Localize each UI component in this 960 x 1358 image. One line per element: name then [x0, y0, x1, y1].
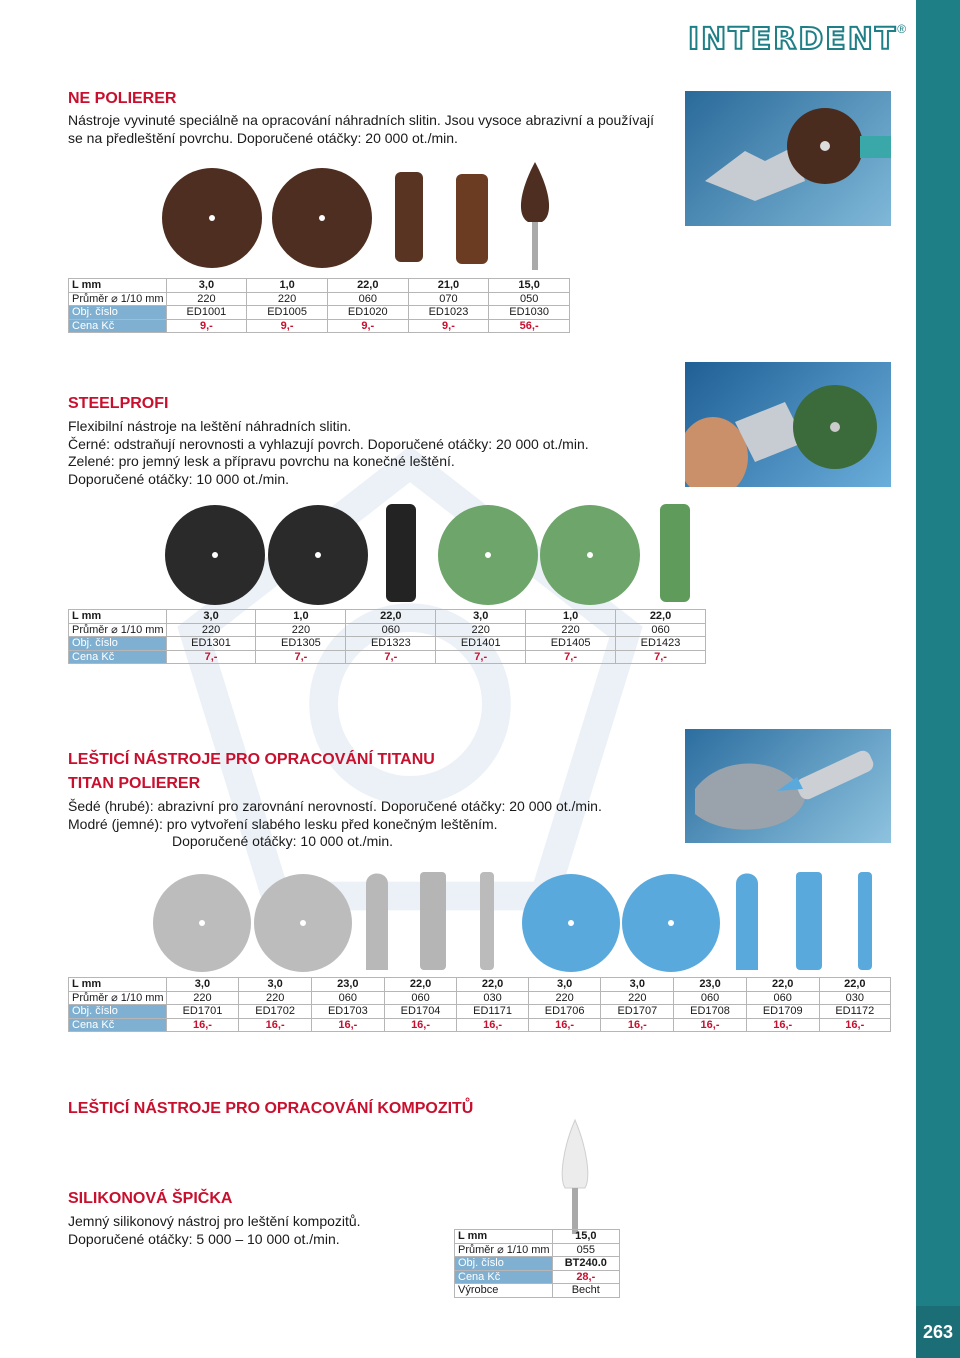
photo-illustration	[685, 91, 891, 226]
cell: 7,-	[616, 650, 706, 664]
section-title-ne-polierer: NE POLIERER	[68, 90, 177, 107]
product-cylinder-ed1172	[858, 872, 872, 970]
cell: ED1305	[256, 637, 346, 651]
label-order-number: Obj. číslo	[455, 1257, 553, 1271]
desc-line: Nástroje vyvinuté speciálně na opracování náhradních slitin. Jsou vysoce abrazivní a používají	[68, 112, 654, 128]
cell: 220	[526, 623, 616, 637]
cell: 070	[408, 292, 489, 306]
brand-logo-text: INTERDENT	[688, 22, 898, 57]
desc-line: Zelené: pro jemný lesk a přípravu povrchu na konečné leštění.	[68, 453, 455, 469]
cell: ED1707	[601, 1005, 674, 1019]
kompozit-table	[454, 1229, 620, 1298]
cell: 060	[346, 623, 436, 637]
ne-polierer-photo	[685, 91, 891, 226]
label-order-number: Obj. číslo	[69, 306, 167, 320]
cell: 220	[239, 991, 312, 1005]
cell: 060	[746, 991, 819, 1005]
cell: ED1423	[616, 637, 706, 651]
cell: ED1709	[746, 1005, 819, 1019]
cell: 060	[327, 292, 408, 306]
cell: 3,0	[166, 978, 239, 992]
titan-products	[148, 868, 888, 974]
cell: ED1001	[166, 306, 247, 320]
cell: 060	[674, 991, 747, 1005]
section-title-steelprofi: STEELPROFI	[68, 395, 169, 412]
cell: ED1020	[327, 306, 408, 320]
cell: 16,-	[674, 1018, 747, 1032]
registered-mark: ®	[897, 22, 907, 36]
label-l-mm: L mm	[455, 1230, 553, 1244]
cell: 3,0	[166, 610, 256, 624]
cell: 16,-	[528, 1018, 601, 1032]
cell: 7,-	[256, 650, 346, 664]
cell: 030	[819, 991, 890, 1005]
cell: 7,-	[166, 650, 256, 664]
cell: 28,-	[552, 1270, 619, 1284]
cell: ED1701	[166, 1005, 239, 1019]
desc-line: Doporučené otáčky: 10 000 ot./min.	[68, 470, 290, 487]
steelprofi-table	[68, 609, 706, 664]
cell: Becht	[552, 1284, 619, 1298]
label-maker: Výrobce	[455, 1284, 553, 1298]
cell: 220	[166, 991, 239, 1005]
section-subtitle-titan-polierer: TITAN POLIERER	[68, 775, 201, 792]
photo-illustration	[685, 362, 891, 487]
desc-line: Modré (jemné): pro vytvoření slabého lesku před konečným leštěním.	[68, 815, 498, 832]
cell: 22,0	[746, 978, 819, 992]
cell: 9,-	[166, 319, 247, 333]
desc-line: se na předleštění povrchu. Doporučené otáčky: 20 000 ot./min.	[68, 129, 458, 146]
label-order-number: Obj. číslo	[69, 1005, 167, 1019]
desc-line: Doporučené otáčky: 10 000 ot./min.	[172, 833, 394, 849]
kompozit-product	[555, 1118, 595, 1236]
brand-logo	[688, 22, 918, 56]
cell: 9,-	[247, 319, 328, 333]
cell: 16,-	[601, 1018, 674, 1032]
cell: 7,-	[346, 650, 436, 664]
cell: BT240.0	[552, 1257, 619, 1271]
cell: 1,0	[247, 279, 328, 293]
cell: 22,0	[346, 610, 436, 624]
label-l-mm: L mm	[69, 978, 167, 992]
cell: 030	[457, 991, 528, 1005]
label-price: Cena Kč	[69, 319, 167, 333]
cell: 23,0	[312, 978, 385, 992]
product-cylinder-ed1704	[420, 872, 446, 970]
cell: 9,-	[327, 319, 408, 333]
section-subtitle-silikonova-spicka: SILIKONOVÁ ŠPIČKA	[68, 1190, 233, 1207]
product-point-ed1708	[736, 874, 758, 971]
cell: 16,-	[166, 1018, 239, 1032]
cell: 16,-	[384, 1018, 457, 1032]
cell: 220	[166, 623, 256, 637]
cell: 060	[312, 991, 385, 1005]
cell: ED1708	[674, 1005, 747, 1019]
cell: 22,0	[384, 978, 457, 992]
section-title-kompozit: LEŠTICÍ NÁSTROJE PRO OPRACOVÁNÍ KOMPOZITŮ	[68, 1100, 474, 1117]
ne-polierer-table	[68, 278, 570, 333]
cell: 1,0	[526, 610, 616, 624]
cell: 22,0	[457, 978, 528, 992]
cell: 16,-	[819, 1018, 890, 1032]
label-price: Cena Kč	[69, 650, 167, 664]
cell: ED1323	[346, 637, 436, 651]
cell: 22,0	[819, 978, 890, 992]
cell: 3,0	[436, 610, 526, 624]
photo-illustration	[685, 729, 891, 843]
cell: 055	[552, 1243, 619, 1257]
cell: 16,-	[457, 1018, 528, 1032]
cell: 15,0	[552, 1230, 619, 1244]
cell: 3,0	[239, 978, 312, 992]
cell: 15,0	[489, 279, 570, 293]
cell: 3,0	[166, 279, 247, 293]
titan-table	[68, 977, 891, 1032]
section-title-titan: LEŠTICÍ NÁSTROJE PRO OPRACOVÁNÍ TITANU	[68, 751, 435, 768]
cell: ED1301	[166, 637, 256, 651]
desc-line: Jemný silikonový nástroj pro leštění kompozitů.	[68, 1213, 361, 1229]
cell: 3,0	[528, 978, 601, 992]
cell: 220	[601, 991, 674, 1005]
cell: 3,0	[601, 978, 674, 992]
cell: 7,-	[526, 650, 616, 664]
label-l-mm: L mm	[69, 279, 167, 293]
cell: 23,0	[674, 978, 747, 992]
cell: 220	[166, 292, 247, 306]
product-cylinder-ed1171	[480, 872, 494, 970]
kompozit-description	[68, 1213, 361, 1248]
cell: 16,-	[312, 1018, 385, 1032]
product-point-ed1703	[366, 874, 388, 971]
cell: 16,-	[746, 1018, 819, 1032]
cell: ED1704	[384, 1005, 457, 1019]
label-order-number: Obj. číslo	[69, 637, 167, 651]
cell: 1,0	[256, 610, 346, 624]
cell: ED1703	[312, 1005, 385, 1019]
label-price: Cena Kč	[69, 1018, 167, 1032]
cell: 7,-	[436, 650, 526, 664]
cell: ED1171	[457, 1005, 528, 1019]
steelprofi-photo	[685, 362, 891, 487]
label-diameter: Průměr ⌀ 1/10 mm	[455, 1243, 553, 1257]
cell: 220	[247, 292, 328, 306]
label-diameter: Průměr ⌀ 1/10 mm	[69, 991, 167, 1005]
cell: 22,0	[327, 279, 408, 293]
cell: 22,0	[616, 610, 706, 624]
product-point-ed1030	[521, 162, 549, 222]
titan-photo	[685, 729, 891, 843]
product-cylinder-ed1020	[395, 172, 423, 262]
cell: 56,-	[489, 319, 570, 333]
cell: 220	[528, 991, 601, 1005]
cell: 21,0	[408, 279, 489, 293]
cell: ED1023	[408, 306, 489, 320]
label-diameter: Průměr ⌀ 1/10 mm	[69, 623, 167, 637]
product-cylinder-ed1709	[796, 872, 822, 970]
titan-description	[68, 798, 602, 851]
side-strip	[916, 0, 960, 1358]
cell: ED1030	[489, 306, 570, 320]
cell: 9,-	[408, 319, 489, 333]
cell: ED1405	[526, 637, 616, 651]
cell: ED1005	[247, 306, 328, 320]
cell: 060	[384, 991, 457, 1005]
product-cylinder-ed1423	[660, 504, 690, 602]
cell: 060	[616, 623, 706, 637]
page-number: 263	[916, 1306, 960, 1358]
ne-polierer-description	[68, 112, 654, 147]
cell: 220	[436, 623, 526, 637]
desc-line: Černé: odstraňují nerovnosti a vyhlazují povrch. Doporučené otáčky: 20 000 ot./min.	[68, 435, 589, 452]
cell: 220	[256, 623, 346, 637]
steelprofi-products	[160, 500, 700, 605]
ne-polierer-products	[160, 160, 580, 270]
label-price: Cena Kč	[455, 1270, 553, 1284]
cell: ED1172	[819, 1005, 890, 1019]
desc-line: Flexibilní nástroje na leštění náhradních slitin.	[68, 418, 352, 434]
cell: 16,-	[239, 1018, 312, 1032]
cell: ED1702	[239, 1005, 312, 1019]
steelprofi-description	[68, 418, 589, 488]
label-diameter: Průměr ⌀ 1/10 mm	[69, 292, 167, 306]
cell: ED1706	[528, 1005, 601, 1019]
desc-line: Doporučené otáčky: 5 000 – 10 000 ot./min.	[68, 1230, 340, 1247]
cell: 050	[489, 292, 570, 306]
label-l-mm: L mm	[69, 610, 167, 624]
product-cylinder-ed1023	[456, 174, 488, 264]
product-point-bt240	[562, 1120, 588, 1188]
cell: ED1401	[436, 637, 526, 651]
product-cylinder-ed1323	[386, 504, 416, 602]
desc-line: Šedé (hrubé): abrazivní pro zarovnání nerovností. Doporučené otáčky: 20 000 ot./min.	[68, 798, 602, 814]
